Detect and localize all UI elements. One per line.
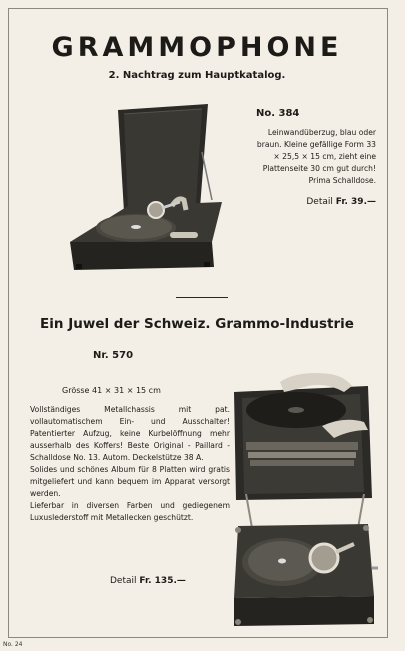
product-384-info	[256, 108, 376, 207]
section-divider	[176, 297, 228, 298]
catalog-title: GRAMMOPHONE	[51, 32, 343, 63]
product-384-price: Fr. 39.—	[335, 197, 376, 207]
product-570-number: Nr. 570	[93, 350, 134, 361]
product-384-price-label: Detail	[306, 197, 333, 207]
gramophone-570-image	[226, 368, 378, 630]
product-570-paragraph-2: Solides und schönes Album für 8 Platten wird gratis mitgeliefert und kann bequem im Apparat versorgt werden.	[30, 465, 230, 498]
product-384-description: Leinwandüberzug, blau oder braun. Kleine gefällige Form 33 × 25,5 × 15 cm, zieht eine Plattenseite 30 cm gut durch! Prima Schalldose.	[256, 128, 376, 185]
page-number: No. 24	[3, 641, 23, 648]
product-384-number: No. 384	[256, 108, 300, 119]
catalog-subtitle: 2. Nachtrag zum Hauptkatalog.	[108, 70, 286, 81]
section-headline: Ein Juwel der Schweiz. Grammo-Industrie	[40, 316, 354, 332]
product-570-price: Fr. 135.—	[139, 576, 186, 586]
product-384-price-line	[256, 197, 376, 207]
product-570-size: Grösse 41 × 31 × 15 cm	[62, 386, 161, 395]
product-570-paragraph-3: Lieferbar in diversen Farben und gediegenem Luxuslederstoff mit Metallecken geschützt.	[30, 501, 230, 522]
product-570-price-line	[110, 576, 186, 586]
product-570-price-label: Detail	[110, 576, 137, 586]
product-570-paragraph-1: Vollständiges Metallchassis mit pat. vollautomatischem Ein- und Ausschalter! Patentierter Aufzug, keine Kurbelöffnung mehr ausserhalb des Koffers! Beste Original - Paillard - Schalldose No. 13. Autom. Deckelstütze 38 A.	[30, 405, 230, 462]
product-570-description	[30, 404, 230, 524]
gramophone-384-image	[62, 92, 227, 272]
